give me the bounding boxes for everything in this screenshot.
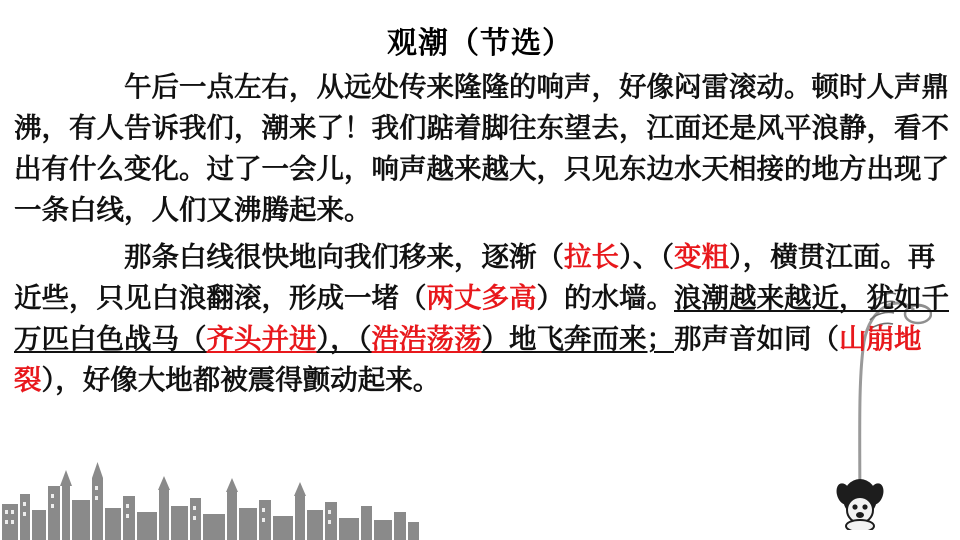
p2-seg-plain-4: ）的水墙。	[536, 282, 674, 313]
p2-seg-plain-6: ），好像大地都被震得颤动起来。	[41, 364, 441, 395]
lesson-body	[14, 66, 952, 402]
p2-seg-plain-1: 那条白线很快地向我们移来，逐渐（	[69, 241, 564, 272]
p2-blank-answer-2: 变粗	[674, 241, 729, 272]
page-title: 观潮（节选）	[387, 27, 573, 60]
p2-seg-plain-5: 那声音如同（	[674, 323, 839, 354]
paragraph-1-text: 午后一点左右，从远处传来隆隆的响声，好像闷雷滚动。顿时人声鼎沸，有人告诉我们，潮来了！我们踮着脚往东望去，江面还是风平浪静，看不出有什么变化。过了一会儿，响声越来越大，只见东边水天相接的地方出现了一条白线，人们又沸腾起来。	[14, 71, 949, 225]
p2-blank-answer-3: 两丈多高	[426, 282, 537, 313]
p2-seg-plain-2: ）、（	[619, 241, 674, 272]
p2-seg-plain-3: ），横贯江面。再近些，只见白浪翻滚，形成一堵（	[14, 241, 936, 313]
paragraph-1	[14, 66, 952, 230]
p2-underlined-2: ），（	[316, 323, 372, 354]
p2-blank-answer-6: 山崩地裂	[14, 323, 922, 395]
p2-blank-answer-4: 齐头并进	[206, 323, 317, 354]
p2-blank-answer-1: 拉长	[564, 241, 619, 272]
p2-blank-answer-5: 浩浩荡荡	[371, 323, 482, 354]
city-skyline-silhouette-icon	[0, 450, 420, 540]
p2-underlined-1: 浪潮越来越近，犹如千万匹白色战马（	[14, 282, 949, 354]
paragraph-2	[14, 236, 952, 400]
p2-underlined-3: ）地飞奔而来；	[481, 323, 674, 354]
